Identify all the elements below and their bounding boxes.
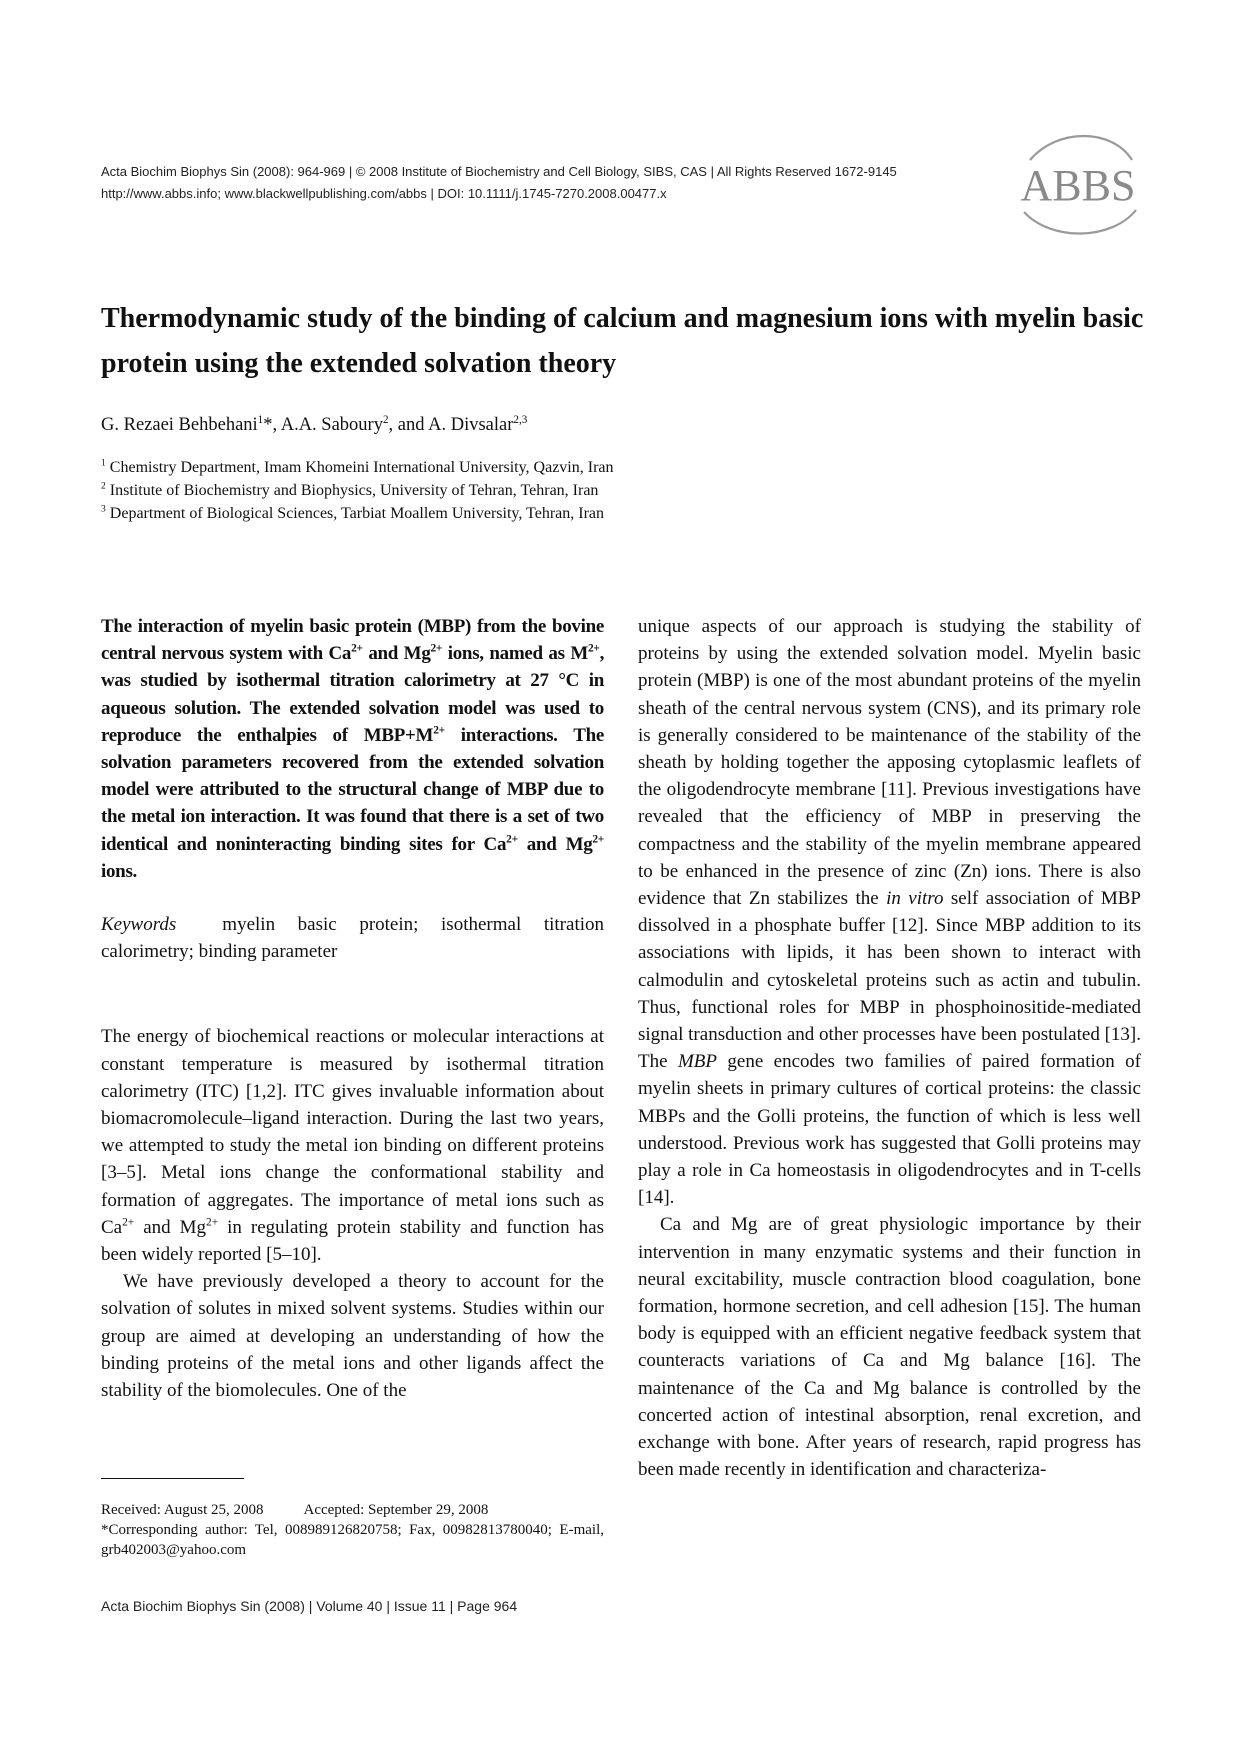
charge-superscript: 2+: [433, 724, 445, 737]
abstract: [101, 613, 604, 885]
keywords: [101, 911, 604, 965]
affiliation-number: 1: [101, 457, 106, 469]
body-paragraph-ca-mg: Ca and Mg are of great physiologic importance by their intervention in many enzymatic systems and their function in neural excitability, muscle contraction blood coagulation, bone formation, hormone secretion, and cell adhesion [15]. The human body is equipped with an efficient negative feedback system that counteracts variations of Ca and Mg balance [16]. The maintenance of the Ca and Mg balance is controlled by the concerted action of intestinal absorption, renal excretion, and exchange with bone. After years of research, rapid progress has been made recently in identification and characteriza-: [638, 1214, 1141, 1481]
body-paragraph-theory: We have previously developed a theory to account for the solvation of solutes in mixed solvent systems. Studies within our group are aimed at developing an understanding of how the binding proteins of the metal ions and other ligands affect the stability of the biomolecules. One of the: [101, 1271, 604, 1402]
author-affil-ref: 1: [257, 413, 264, 426]
affiliation: [101, 479, 1001, 502]
abstract-text: , was studied by isothermal titration calorimetry at 27 °C in aqueous solution. The extended solvation model was used to reproduce the enthalpies of MBP+M: [101, 643, 605, 746]
affiliation: [101, 456, 1001, 479]
abbs-logo-text: ABBS: [1020, 161, 1136, 210]
charge-superscript: 2+: [122, 1216, 135, 1229]
page-footer: Acta Biochim Biophys Sin (2008) | Volume 40 | Issue 11 | Page 964: [101, 1598, 518, 1614]
charge-superscript: 2+: [351, 642, 363, 655]
affiliation: [101, 502, 1001, 525]
abstract-text: ions, named as M: [442, 643, 588, 665]
charge-superscript: 2+: [587, 642, 600, 655]
affiliation-text: Chemistry Department, Imam Khomeini International University, Qazvin, Iran: [105, 459, 614, 476]
body-text: unique aspects of our approach is studying the stability of proteins by using the extended solvation model. Myelin basic protein (MBP) is one of the most abundant proteins of the myelin sheath of the central nervous system (CNS), and its primary role is generally considered to be maintenance of the stability of the sheath by holding together the apposing cytoplasmic leaflets of the oligodendrocyte membrane [11]. Previous investigations have revealed that the efficiency of MBP in preserving the compactness and the stability of the myelin membrane appeared to be enhanced in the presence of zinc (Zn) ions. There is also evidence that Zn stabilizes the: [638, 616, 1141, 910]
body-text: self association of MBP dissolved in a phosphate buffer [12]. Since MBP addition to its associations with lipids, it has been shown to interact with calmodulin and cytoskeletal proteins such as actin and tubulin. Thus, functional roles for MBP in phosphoinositide-mediated signal transduction and other processes have been postulated [13]. The: [638, 888, 1141, 1073]
charge-superscript: 2+: [206, 1216, 219, 1229]
received-date: Received: August 25, 2008: [101, 1502, 264, 1518]
body-paragraph-intro: [101, 1023, 604, 1268]
affiliation-list: [101, 456, 1001, 525]
abstract-text: interactions. The solvation parameters recovered from the extended solvation model were attributed to the structural change of MBP due to the metal ion interaction. It was found that there is a set of two identical and noninteracting binding sites for Ca: [101, 724, 604, 855]
abbs-logo-icon: [1012, 130, 1144, 240]
left-column: [101, 613, 604, 1404]
right-column: [638, 613, 1141, 1484]
charge-superscript: 2+: [430, 642, 443, 655]
affiliation-number: 2: [101, 480, 106, 492]
body-paragraph-mbp: [638, 613, 1141, 1211]
body-text: gene encodes two families of paired formation of myelin sheets in primary cultures of cortical proteins: the classic MBPs and the Golli proteins, the function of which is less well understood. Previous work has suggested that Golli proteins may play a role in Ca homeostasis in oligodendrocytes and in T-cells [14].: [638, 1051, 1142, 1209]
header-citation-line: Acta Biochim Biophys Sin (2008): 964-969 | © 2008 Institute of Biochemistry and Cell Biology, SIBS, CAS | All Rights Reserved 1672-9145: [101, 164, 897, 179]
accepted-date: Accepted: September 29, 2008: [303, 1502, 489, 1518]
author-list: [101, 412, 1001, 438]
abstract-text: and Mg: [362, 643, 431, 665]
author-name: G. Rezaei Behbehani: [101, 415, 258, 435]
author-affil-ref: 2: [382, 413, 389, 426]
author-affil-ref: 2,3: [513, 413, 528, 426]
charge-superscript: 2+: [506, 833, 518, 846]
italic-term: MBP: [677, 1051, 717, 1073]
affiliation-number: 3: [101, 503, 106, 515]
header-doi-line: http://www.abbs.info; www.blackwellpublishing.com/abbs | DOI: 10.1111/j.1745-7270.2008.00477.x: [101, 186, 667, 201]
charge-superscript: 2+: [592, 833, 604, 846]
affiliation-text: Department of Biological Sciences, Tarbiat Moallem University, Tehran, Iran: [105, 505, 604, 522]
author-name: A. Divsalar: [428, 415, 514, 435]
journal-header: [101, 161, 961, 205]
footnote-divider: [101, 1478, 244, 1479]
italic-term: in vitro: [886, 888, 944, 910]
footnotes: [101, 1500, 604, 1560]
body-text: in regulating protein stability and function has been widely reported [5–10].: [101, 1216, 605, 1266]
abstract-text: The interaction of myelin basic protein (MBP) from the bovine central nervous system with Ca: [101, 616, 604, 665]
keywords-label: Keywords: [101, 914, 177, 936]
keywords-text: myelin basic protein; isothermal titration calorimetry; binding parameter: [101, 914, 604, 963]
corresponding-author: *Corresponding author: Tel, 008989126820758; Fax, 00982813780040; E-mail, grb402003@yahoo.com: [101, 1522, 604, 1558]
author-name: A.A. Saboury: [280, 415, 383, 435]
dates-line: [101, 1500, 604, 1520]
author-separator: , and: [388, 415, 429, 435]
affiliation-text: Institute of Biochemistry and Biophysics, University of Tehran, Tehran, Iran: [105, 482, 599, 499]
body-text: The energy of biochemical reactions or molecular interactions at constant temperature is measured by isothermal titration calorimetry (ITC) [1,2]. ITC gives invaluable information about biomacromolecule–ligand interaction. During the last two years, we attempted to study the metal ion binding on different proteins [3–5]. Metal ions change the conformational stability and formation of aggregates. The importance of metal ions such as Ca: [101, 1026, 604, 1238]
body-text: and Mg: [134, 1216, 207, 1238]
abstract-text: ions.: [101, 860, 137, 882]
abstract-text: and Mg: [517, 833, 593, 855]
corresponding-mark: *,: [263, 415, 281, 435]
article-title: Thermodynamic study of the binding of calcium and magnesium ions with myelin basic protein using the extended solvation theory: [101, 303, 1144, 379]
